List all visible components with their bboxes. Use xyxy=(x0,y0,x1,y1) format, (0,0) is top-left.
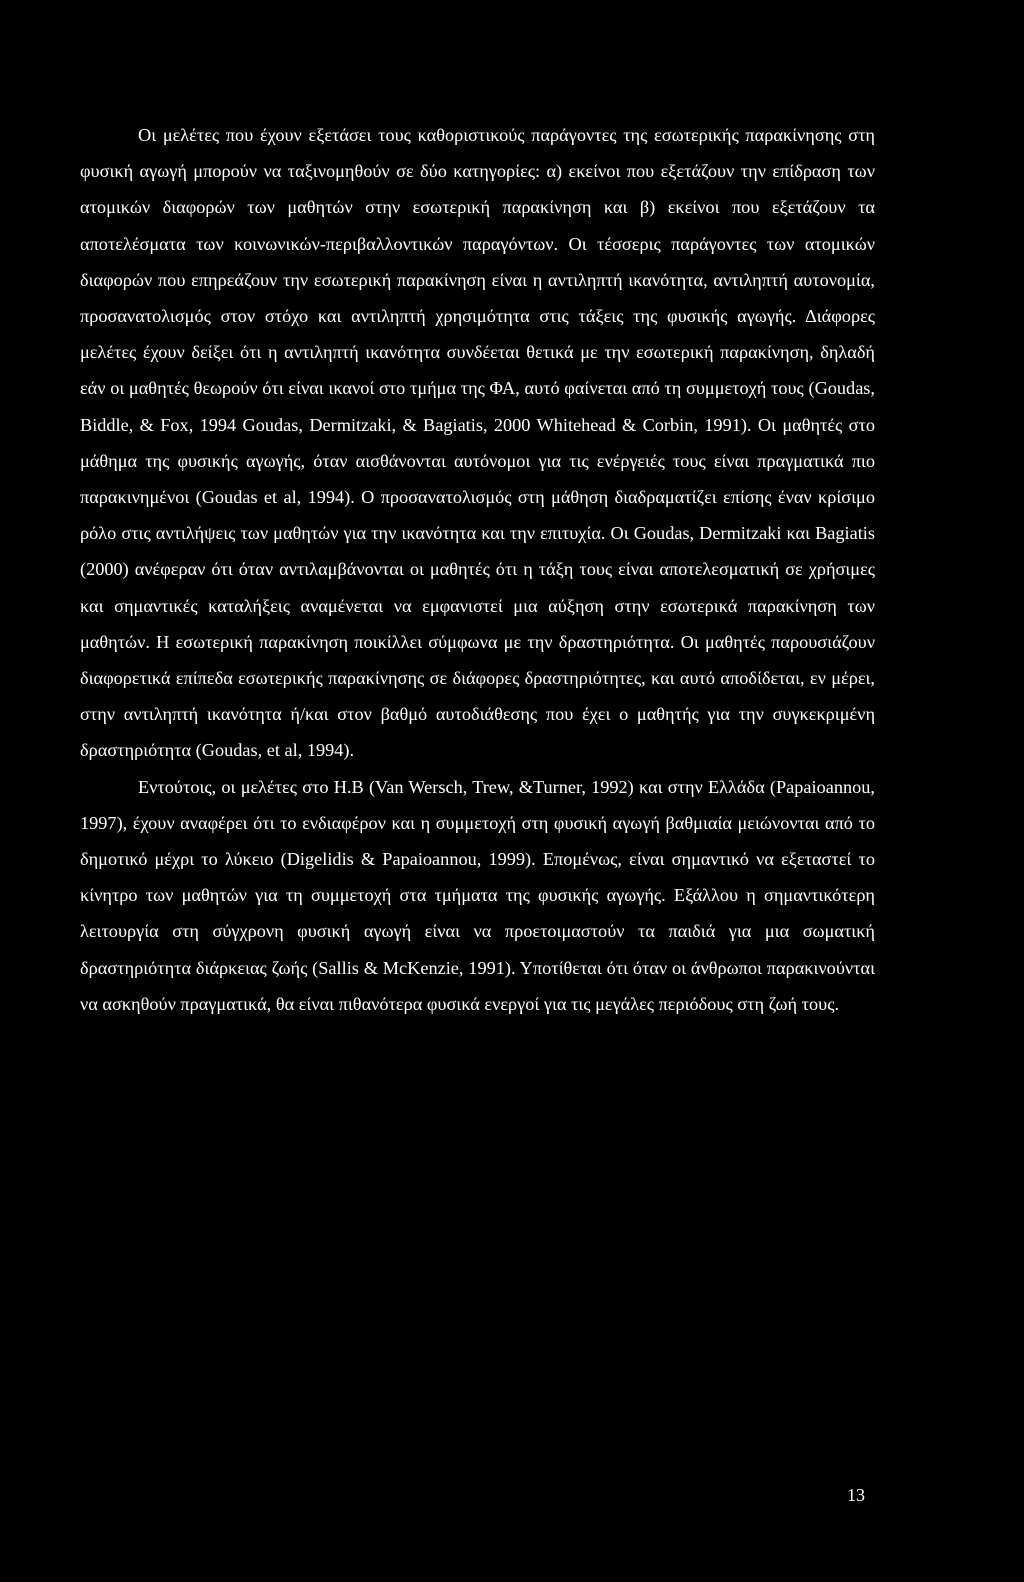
paragraph-2: Εντούτοις, οι μελέτες στο Η.Β (Van Wersch, Trew, &Turner, 1992) και στην Ελλάδα (Papaioannou, 1997), έχουν αναφέρει ότι το ενδιαφέρον και η συμμετοχή στη φυσική αγωγή βαθμιαία μειώνονται από το δημοτικό μέχρι το λύκειο (Digelidis & Papaioannou, 1999). Επομένως, είναι σημαντικό να εξεταστεί το κίνητρο των μαθητών για τη συμμετοχή στα τμήματα της φυσικής αγωγής. Εξάλλου η σημαντικότερη λειτουργία στη σύγχρονη φυσική αγωγή είναι να προετοιμαστούν τα παιδιά για μια σωματική δραστηριότητα διάρκειας ζωής (Sallis & McKenzie, 1991). Υποτίθεται ότι όταν οι άνθρωποι παρακινούνται να ασκηθούν πραγματικά, θα είναι πιθανότερα φυσικά ενεργοί για τις μεγάλες περιόδους στη ζωή τους. xyxy=(80,776,875,1014)
paragraph-1: Οι μελέτες που έχουν εξετάσει τους καθοριστικούς παράγοντες της εσωτερικής παρακίνησης στη φυσική αγωγή μπορούν να ταξινομηθούν σε δύο κατηγορίες: α) εκείνοι που εξετάζουν την επίδραση των ατομικών διαφορών των μαθητών στην εσωτερική παρακίνηση και β) εκείνοι που εξετάζουν τα αποτελέσματα των κοινωνικών-περιβαλλοντικών παραγόντων. Οι τέσσερις παράγοντες των ατομικών διαφορών που επηρεάζουν την εσωτερική παρακίνηση είναι η αντιληπτή ικανότητα, αντιληπτή αυτονομία, προσανατολισμός στον στόχο και αντιληπτή χρησιμότητα στις τάξεις της φυσικής αγωγής. Διάφορες μελέτες έχουν δείξει ότι η αντιληπτή ικανότητα συνδέεται θετικά με την εσωτερική παρακίνηση, δηλαδή εάν οι μαθητές θεωρούν ότι είναι ικανοί στο τμήμα της ΦΑ, αυτό φαίνεται από τη συμμετοχή τους (Goudas, Biddle, & Fox, 1994 Goudas, Dermitzaki, & Bagiatis, 2000 Whitehead & Corbin, 1991). Οι μαθητές στο μάθημα της φυσικής αγωγής, όταν αισθάνονται αυτόνομοι για τις ενέργειές τους είναι πραγματικά πιο παρακινημένοι (Goudas et al, 1994). Ο προσανατολισμός στη μάθηση διαδραματίζει επίσης έναν κρίσιμο ρόλο στις αντιλήψεις των μαθητών για την ικανότητα και την επιτυχία. Οι Goudas, Dermitzaki και Bagiatis (2000) ανέφεραν ότι όταν αντιλαμβάνονται οι μαθητές ότι η τάξη τους είναι αποτελεσματική σε χρήσιμες και σημαντικές καταλήξεις αναμένεται να εμφανιστεί μια αύξηση στην εσωτερικά παρακίνηση των μαθητών. Η εσωτερική παρακίνηση ποικίλλει σύμφωνα με την δραστηριότητα. Οι μαθητές παρουσιάζουν διαφορετικά επίπεδα εσωτερικής παρακίνησης σε διάφορες δραστηριότητες, και αυτό αποδίδεται, εν μέρει, στην αντιληπτή ικανότητα ή/και στον βαθμό αυτοδιάθεσης που έχει ο μαθητής για την συγκεκριμένη δραστηριότητα (Goudas, et al, 1994). xyxy=(80,125,875,761)
body-text xyxy=(80,117,875,1022)
page-number: 13 xyxy=(847,1485,865,1505)
